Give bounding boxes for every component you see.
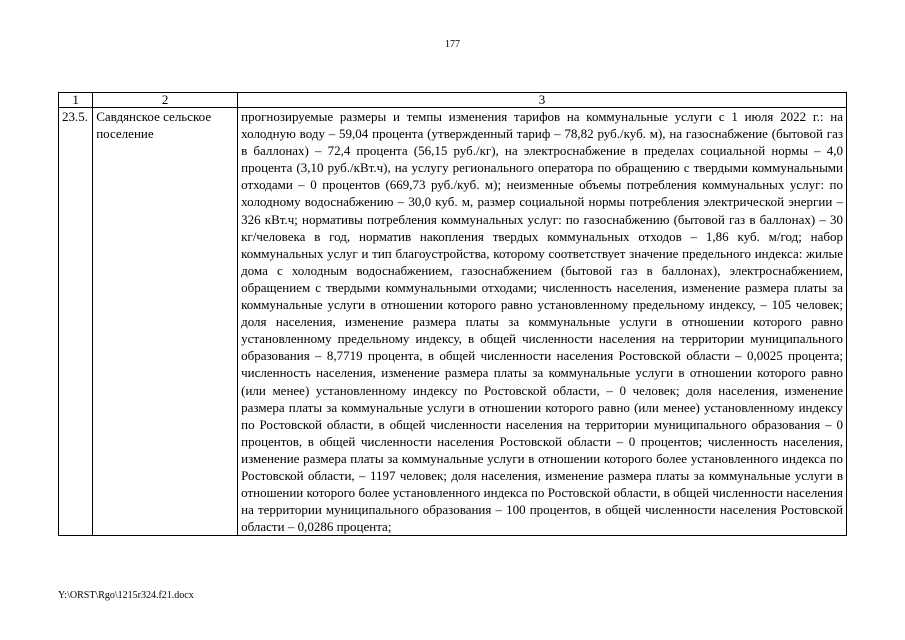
- table-header-row: [59, 93, 847, 108]
- column-header-1: 1: [59, 93, 93, 108]
- column-header-2: 2: [93, 93, 238, 108]
- settlement-name-cell: Савдянское сельское поселение: [93, 108, 238, 536]
- row-description-cell: прогнозируемые размеры и темпы изменения тарифов на коммунальные услуги с 1 июля 2022 г.: на холодную воду – 59,04 процента (утвержденный тариф – 78,82 руб./куб. м), на газоснабжение (бытовой газ в баллонах) – 72,4 процента (56,15 руб./кг), на электроснабжение в пределах социальной нормы – 4,0 процента (3,10 руб./кВт.ч), на услугу регионального оператора по обращению с твердыми коммунальными отходами – 0 процентов (669,73 руб./куб. м); неизменные объемы потребления коммунальных услуг: по холодному водоснабжению – 30,0 куб. м, размер социальной нормы потребления электрической энергии – 326 кВт.ч; нормативы потребления коммунальных услуг: по газоснабжению (бытовой газ в баллонах) – 30 кг/человека в год, норматив накопления твердых коммунальных отходов – 1,86 куб. м/год; набор коммунальных услуг и тип благоустройства, которому соответствует значение предельного индекса: жилые дома с холодным водоснабжением, газоснабжением (бытовой газ в баллонах), электроснабжением, обращением с твердыми коммунальными отходами; численность населения, изменение размера платы за коммунальные услуги в отношении которого равно установленному предельному индексу, – 105 человек; доля населения, изменение размера платы за коммунальные услуги в отношении которого равно установленному предельному индексу, в общей численности населения на территории муниципального образования – 8,7719 процента, в общей численности населения Ростовской области – 0,0025 процента; численность населения, изменение размера платы за коммунальные услуги в отношении которого равно (или менее) установленному индексу по Ростовской области, – 0 человек; доля населения, изменение размера платы за коммунальные услуги в отношении которого равно (или менее) установленному индексу по Ростовской области, в общей численности населения на территории муниципального образования – 0 процентов, в общей численности населения Ростовской области – 0 процентов; численность населения, изменение размера платы за коммунальные услуги в отношении которого более установленного индекса по Ростовской области, – 1197 человек; доля населения, изменение размера платы за коммунальные услуги в отношении которого более установленного индекса по Ростовской области, в общей численности населения на территории муниципального образования – 100 процентов, в общей численности населения Ростовской области – 0,0286 процента;: [238, 108, 847, 536]
- column-header-3: 3: [238, 93, 847, 108]
- row-number-cell: 23.5.: [59, 108, 93, 536]
- page-number: 177: [445, 39, 460, 50]
- table-row: [59, 108, 847, 536]
- document-file-path: Y:\ORST\Rgo\1215r324.f21.docx: [58, 590, 194, 601]
- document-table: [58, 92, 847, 536]
